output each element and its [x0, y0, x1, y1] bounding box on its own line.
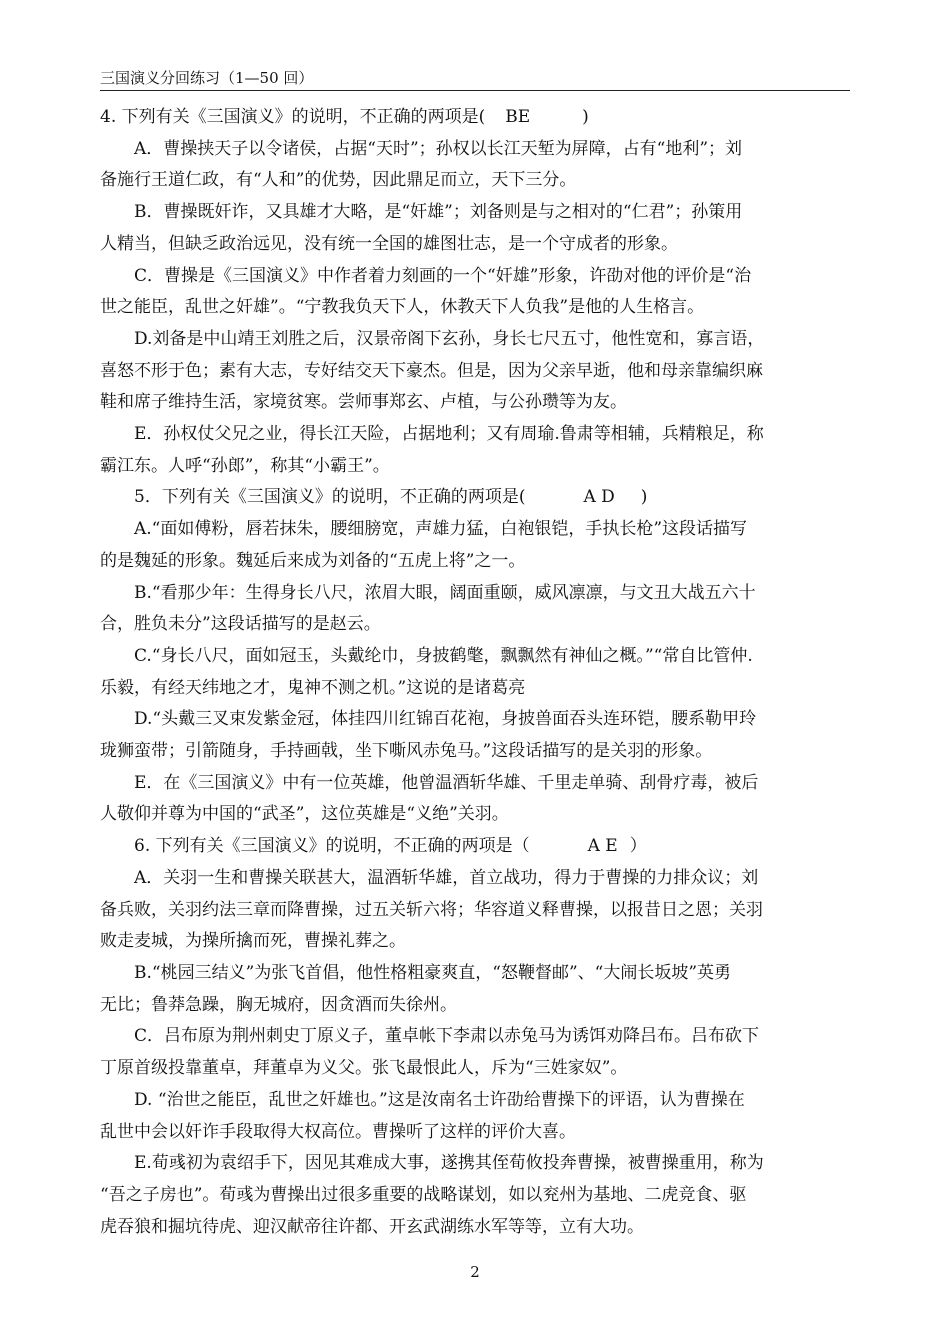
option-a: [100, 514, 850, 577]
option-line: D. “治世之能臣，乱世之奸雄也。”这是汝南名士许劭给曹操下的评语，认为曹操在: [134, 1089, 745, 1110]
stem-text: 5．下列有关《三国演义》的说明，不正确的两项是(: [134, 487, 526, 508]
option-d: [100, 704, 850, 767]
option-line: 虎吞狼和掘坑待虎、迎汉献帝往许都、开玄武湖练水军等等，立有大功。: [100, 1216, 644, 1237]
page-content: [100, 102, 850, 1243]
option-b: [100, 578, 850, 641]
option-b: [100, 197, 850, 260]
option-line: A.“面如傅粉，唇若抹朱，腰细膀宽，声雄力猛，白袍银铠，手执长枪”这段话描写: [134, 519, 748, 540]
option-d: [100, 324, 850, 419]
option-line: E.荀彧初为袁绍手下，因见其难成大事，遂携其侄荀攸投奔曹操，被曹操重用，称为: [134, 1153, 764, 1174]
option-a: [100, 863, 850, 958]
option-line: B.“看那少年：生得身长八尺，浓眉大眼，阔面重颐，威风凛凛，与文丑大战五六十: [134, 582, 756, 603]
page-number: 2: [470, 1263, 480, 1281]
option-e: [100, 1148, 850, 1243]
option-line: 乱世中会以奸诈手段取得大权高位。曹操听了这样的评价大喜。: [100, 1121, 576, 1142]
option-line: C.“身长八尺，面如冠玉，头戴纶巾，身披鹤氅，飘飘然有神仙之概。”“常自比管仲.: [134, 645, 753, 666]
option-line: A．关羽一生和曹操关联甚大，温酒斩华雄，首立战功，得力于曹操的力排众议；刘: [134, 867, 759, 888]
option-line: 乐毅，有经天纬地之才，鬼神不测之机。”这说的是诸葛亮: [100, 677, 526, 698]
question-5: [100, 482, 850, 831]
option-line: 的是魏延的形象。魏延后来成为刘备的“五虎上将”之一。: [100, 550, 526, 571]
option-line: E．在《三国演义》中有一位英雄，他曾温酒斩华雄、千里走单骑、刮骨疗毒，被后: [134, 772, 759, 793]
option-line: B.“桃园三结义”为张飞首倡，他性格粗豪爽直，“怒鞭督邮”、“大闹长坂坡”英勇: [134, 962, 732, 983]
option-line: A．曹操挟天子以令诸侯，占据“天时”；孙权以长江天堑为屏障，占有“地利”；刘: [134, 138, 743, 159]
answer-text: BE: [505, 107, 531, 127]
stem-close: ): [582, 107, 589, 127]
question-stem: [100, 102, 850, 134]
option-line: 合，胜负未分”这段话描写的是赵云。: [100, 614, 381, 635]
option-line: D.刘备是中山靖王刘胜之后，汉景帝阁下玄孙，身长七尺五寸，他性宽和，寡言语，: [134, 328, 765, 349]
option-c: [100, 1021, 850, 1084]
option-line: C．吕布原为荆州刺史丁原义子，董卓帐下李肃以赤兔马为诱饵劝降吕布。吕布砍下: [134, 1026, 760, 1047]
option-line: E．孙权仗父兄之业，得长江天险，占据地利；又有周瑜.鲁肃等相辅，兵精粮足，称: [134, 424, 764, 445]
option-line: 败走麦城，为操所擒而死，曹操礼葬之。: [100, 931, 406, 952]
option-line: 喜怒不形于色；素有大志，专好结交天下豪杰。但是，因为父亲早逝，他和母亲靠编织麻: [100, 360, 763, 381]
option-line: 人精当，但缺乏政治远见，没有统一全国的雄图壮志，是一个守成者的形象。: [100, 233, 678, 254]
option-line: 鞋和席子维持生活，家境贫寒。尝师事郑玄、卢植，与公孙瓒等为友。: [100, 392, 627, 413]
option-c: [100, 641, 850, 704]
stem-text: 6. 下列有关《三国演义》的说明，不正确的两项是（: [134, 836, 530, 857]
option-d: [100, 1085, 850, 1148]
question-6: [100, 831, 850, 1243]
option-line: 世之能臣，乱世之奸雄”。“宁教我负天下人，休教天下人负我”是他的人生格言。: [100, 297, 705, 318]
option-e: [100, 419, 850, 482]
stem-close: ）: [629, 836, 647, 857]
option-line: 丁原首级投靠董卓，拜董卓为义父。张飞最恨此人，斥为“三姓家奴”。: [100, 1058, 628, 1079]
option-a: [100, 134, 850, 197]
question-stem: [100, 831, 850, 863]
option-line: 备施行王道仁政，有“人和”的优势，因此鼎足而立，天下三分。: [100, 170, 577, 191]
option-line: 霸江东。人呼“孙郎”，称其“小霸王”。: [100, 455, 390, 476]
stem-close: ): [640, 487, 648, 508]
option-line: 珑狮蛮带；引箭随身，手持画戟，坐下嘶风赤兔马。”这段话描写的是关羽的形象。: [100, 741, 713, 762]
question-4: [100, 102, 850, 482]
option-line: B．曹操既奸诈，又具雄才大略，是“奸雄”；刘备则是与之相对的“仁君”；孙策用: [134, 202, 743, 223]
option-line: D.“头戴三叉束发紫金冠，体挂四川红锦百花袍，身披兽面吞头连环铠，腰系勒甲玲: [134, 709, 757, 730]
running-header: 三国演义分回练习（1—50 回）: [100, 66, 850, 91]
stem-text: 4. 下列有关《三国演义》的说明，不正确的两项是(: [100, 107, 486, 127]
answer-text: A D: [583, 487, 615, 508]
option-e: [100, 768, 850, 831]
question-stem: [100, 482, 850, 514]
option-line: 人敬仰并尊为中国的“武圣”，这位英雄是“义绝”关羽。: [100, 804, 509, 825]
option-line: “吾之子房也”。荀彧为曹操出过很多重要的战略谋划，如以兖州为基地、二虎竞食、驱: [100, 1184, 747, 1205]
option-line: 备兵败，关羽约法三章而降曹操，过五关斩六将；华容道义释曹操，以报昔日之恩；关羽: [100, 899, 763, 920]
option-line: 无比；鲁莽急躁，胸无城府，因贪酒而失徐州。: [100, 994, 457, 1015]
option-c: [100, 261, 850, 324]
option-line: C．曹操是《三国演义》中作者着力刻画的一个“奸雄”形象，许劭对他的评价是“治: [134, 265, 752, 286]
answer-text: A E: [587, 836, 618, 857]
option-b: [100, 958, 850, 1021]
